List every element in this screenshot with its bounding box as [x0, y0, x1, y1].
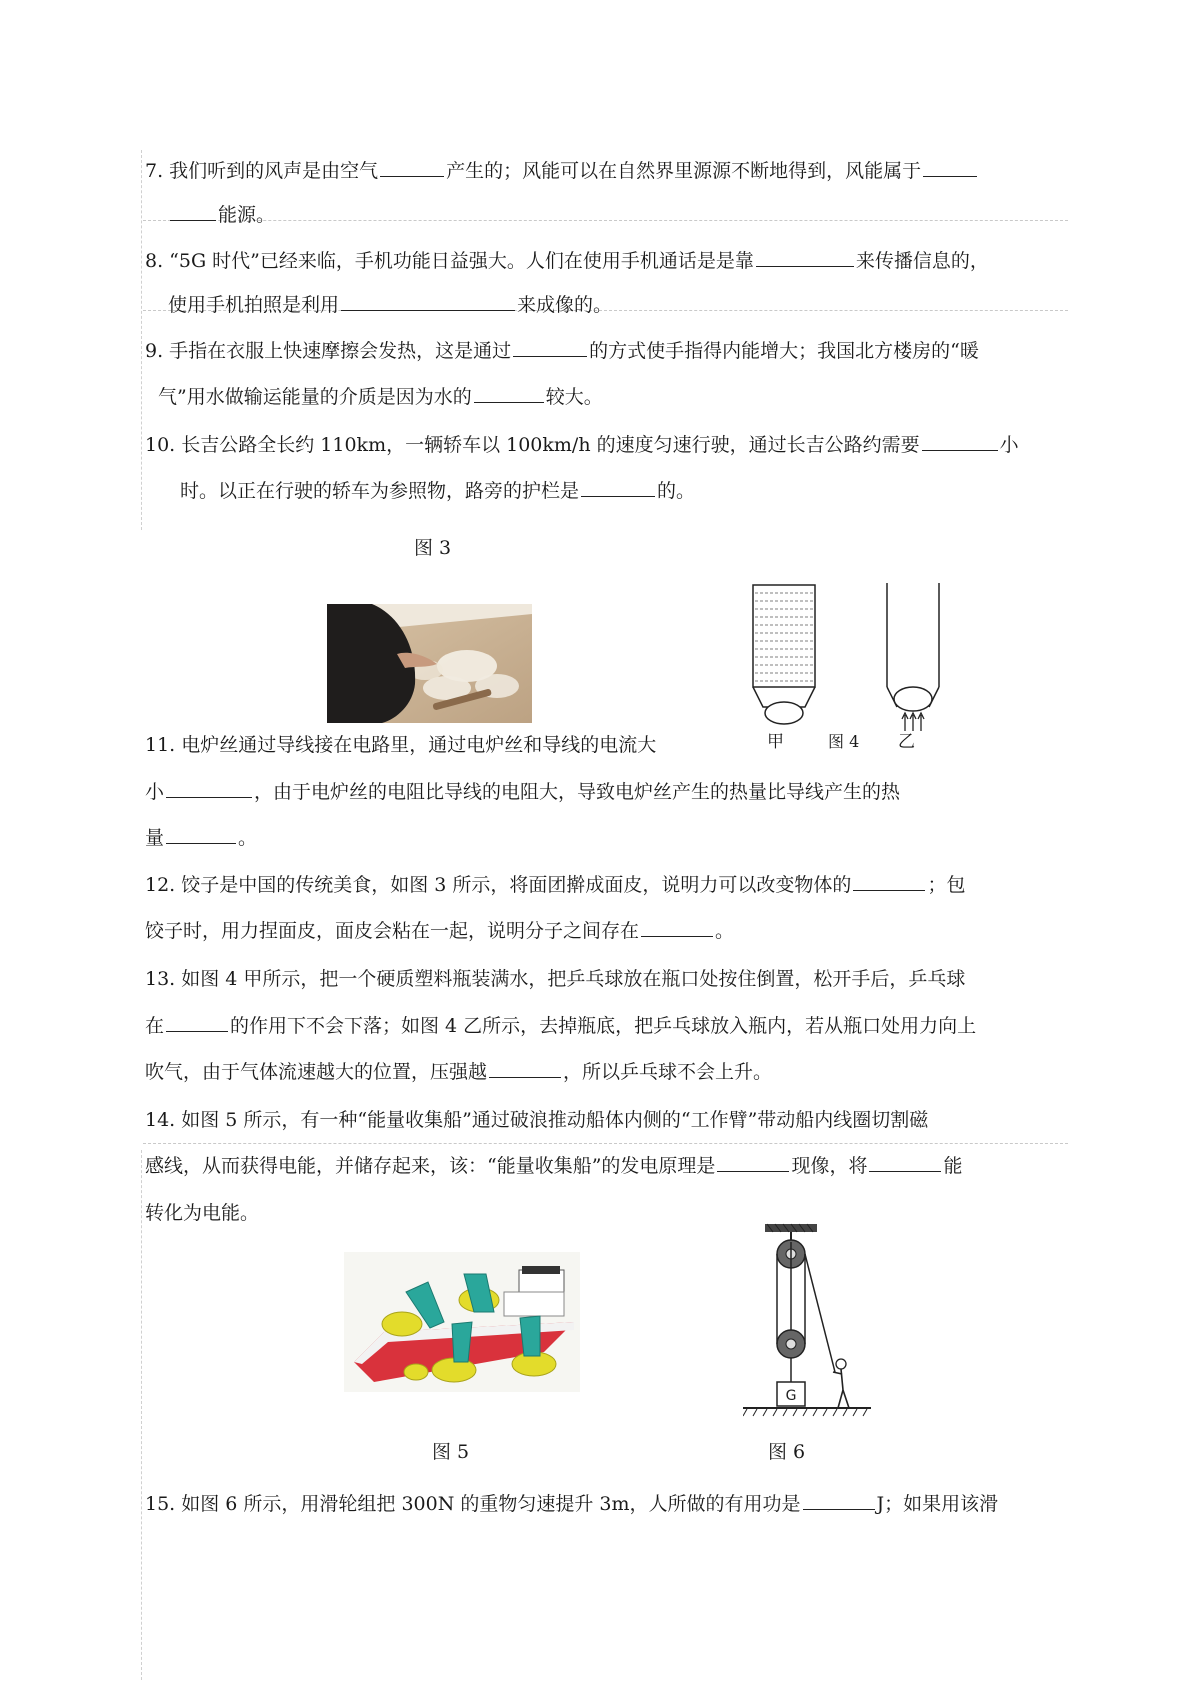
question-8-line-1: 8. “5G 时代”已经来临，手机功能日益强大。人们在使用手机通话是是靠 来传播信息的，: [145, 250, 989, 272]
answer-blank[interactable]: [922, 432, 998, 451]
question-8-line-2: 使用手机拍照是利用 来成像的。: [168, 294, 613, 316]
figure-6-pulley-diagram: [743, 1222, 873, 1422]
answer-blank[interactable]: [717, 1153, 789, 1172]
answer-blank[interactable]: [380, 158, 444, 177]
answer-blank[interactable]: [923, 158, 977, 177]
question-13-line-3: 吹气，由于气体流速越大的位置，压强越 ，所以乒乓球不会上升。: [145, 1061, 773, 1083]
answer-blank[interactable]: [474, 384, 544, 403]
question-11-line-2: 小 ，由于电炉丝的电阻比导线的电阻大，导致电炉丝产生的热量比导线产生的热: [145, 781, 901, 803]
answer-blank[interactable]: [166, 779, 252, 798]
question-10-line-2: 时。以正在行驶的轿车为参照物，路旁的护栏是 的。: [180, 480, 696, 502]
figure-4-label-yi: 乙: [898, 732, 915, 752]
answer-blank[interactable]: [170, 202, 216, 221]
question-14-line-2: 感线，从而获得电能，并储存起来，该：“能量收集船”的发电原理是 现像，将 能: [145, 1155, 963, 1177]
margin-guide: [141, 150, 142, 530]
question-11-line-3: 量 。: [145, 827, 258, 849]
figure-4-label-jia: 甲: [767, 732, 784, 752]
answer-blank[interactable]: [513, 338, 587, 357]
question-7-line-1: 7. 我们听到的风声是由空气 产生的；风能可以在自然界里源源不断地得到，风能属于: [145, 158, 979, 184]
answer-blank[interactable]: [641, 918, 713, 937]
question-11-line-1: 11. 电炉丝通过导线接在电路里，通过电炉丝和导线的电流大: [145, 734, 657, 756]
figure-4-caption: 图 4: [828, 732, 860, 751]
weight-label: G: [785, 1388, 797, 1404]
answer-blank[interactable]: [756, 248, 854, 267]
answer-blank[interactable]: [869, 1153, 941, 1172]
question-12-line-1: 12. 饺子是中国的传统美食，如图 3 所示，将面团擀成面皮，说明力可以改变物体的 ；包: [145, 874, 966, 896]
answer-blank[interactable]: [341, 292, 515, 311]
answer-blank[interactable]: [853, 872, 925, 891]
margin-guide: [141, 1150, 142, 1680]
question-14-line-3: 转化为电能。: [145, 1202, 260, 1224]
figure-5-boat-illustration: [344, 1252, 580, 1392]
question-9-line-1: 9. 手指在衣服上快速摩擦会发热，这是通过 的方式使手指得内能增大；我国北方楼房的“暖: [145, 340, 979, 362]
divider: [143, 1143, 1068, 1144]
question-14-line-1: 14. 如图 5 所示，有一种“能量收集船”通过破浪推动船体内侧的“工作臂”带动船内线圈切割磁: [145, 1109, 929, 1131]
answer-blank[interactable]: [166, 1013, 228, 1032]
question-7-line-2: 能源。: [168, 202, 275, 228]
question-15-line-1: 15. 如图 6 所示，用滑轮组把 300N 的重物匀速提升 3m，人所做的有用功是 J；如果用该滑: [145, 1493, 999, 1515]
question-13-line-1: 13. 如图 4 甲所示，把一个硬质塑料瓶装满水，把乒乓球放在瓶口处按住倒置，松开手后，乒乓球: [145, 968, 966, 990]
answer-blank[interactable]: [803, 1491, 875, 1510]
answer-blank[interactable]: [489, 1059, 561, 1078]
answer-blank[interactable]: [166, 825, 236, 844]
answer-blank[interactable]: [581, 478, 655, 497]
question-13-line-2: 在 的作用下不会下落；如图 4 乙所示，去掉瓶底，把乒乓球放入瓶内，若从瓶口处用力向上: [145, 1015, 977, 1037]
figure-3-photo: [327, 604, 532, 723]
question-9-line-2: 气”用水做输运能量的介质是因为水的 较大。: [158, 386, 603, 408]
divider: [143, 220, 1068, 221]
question-12-line-2: 饺子时，用力捏面皮，面皮会粘在一起，说明分子之间存在 。: [145, 920, 735, 942]
figure-4-diagram: [745, 583, 945, 743]
figure-6-caption: 图 6: [768, 1441, 806, 1463]
figure-3-caption: 图 3: [414, 537, 452, 559]
question-10-line-1: 10. 长吉公路全长约 110km，一辆轿车以 100km/h 的速度匀速行驶，通过长吉公路约需要 小: [145, 434, 1019, 456]
figure-5-caption: 图 5: [432, 1441, 470, 1463]
